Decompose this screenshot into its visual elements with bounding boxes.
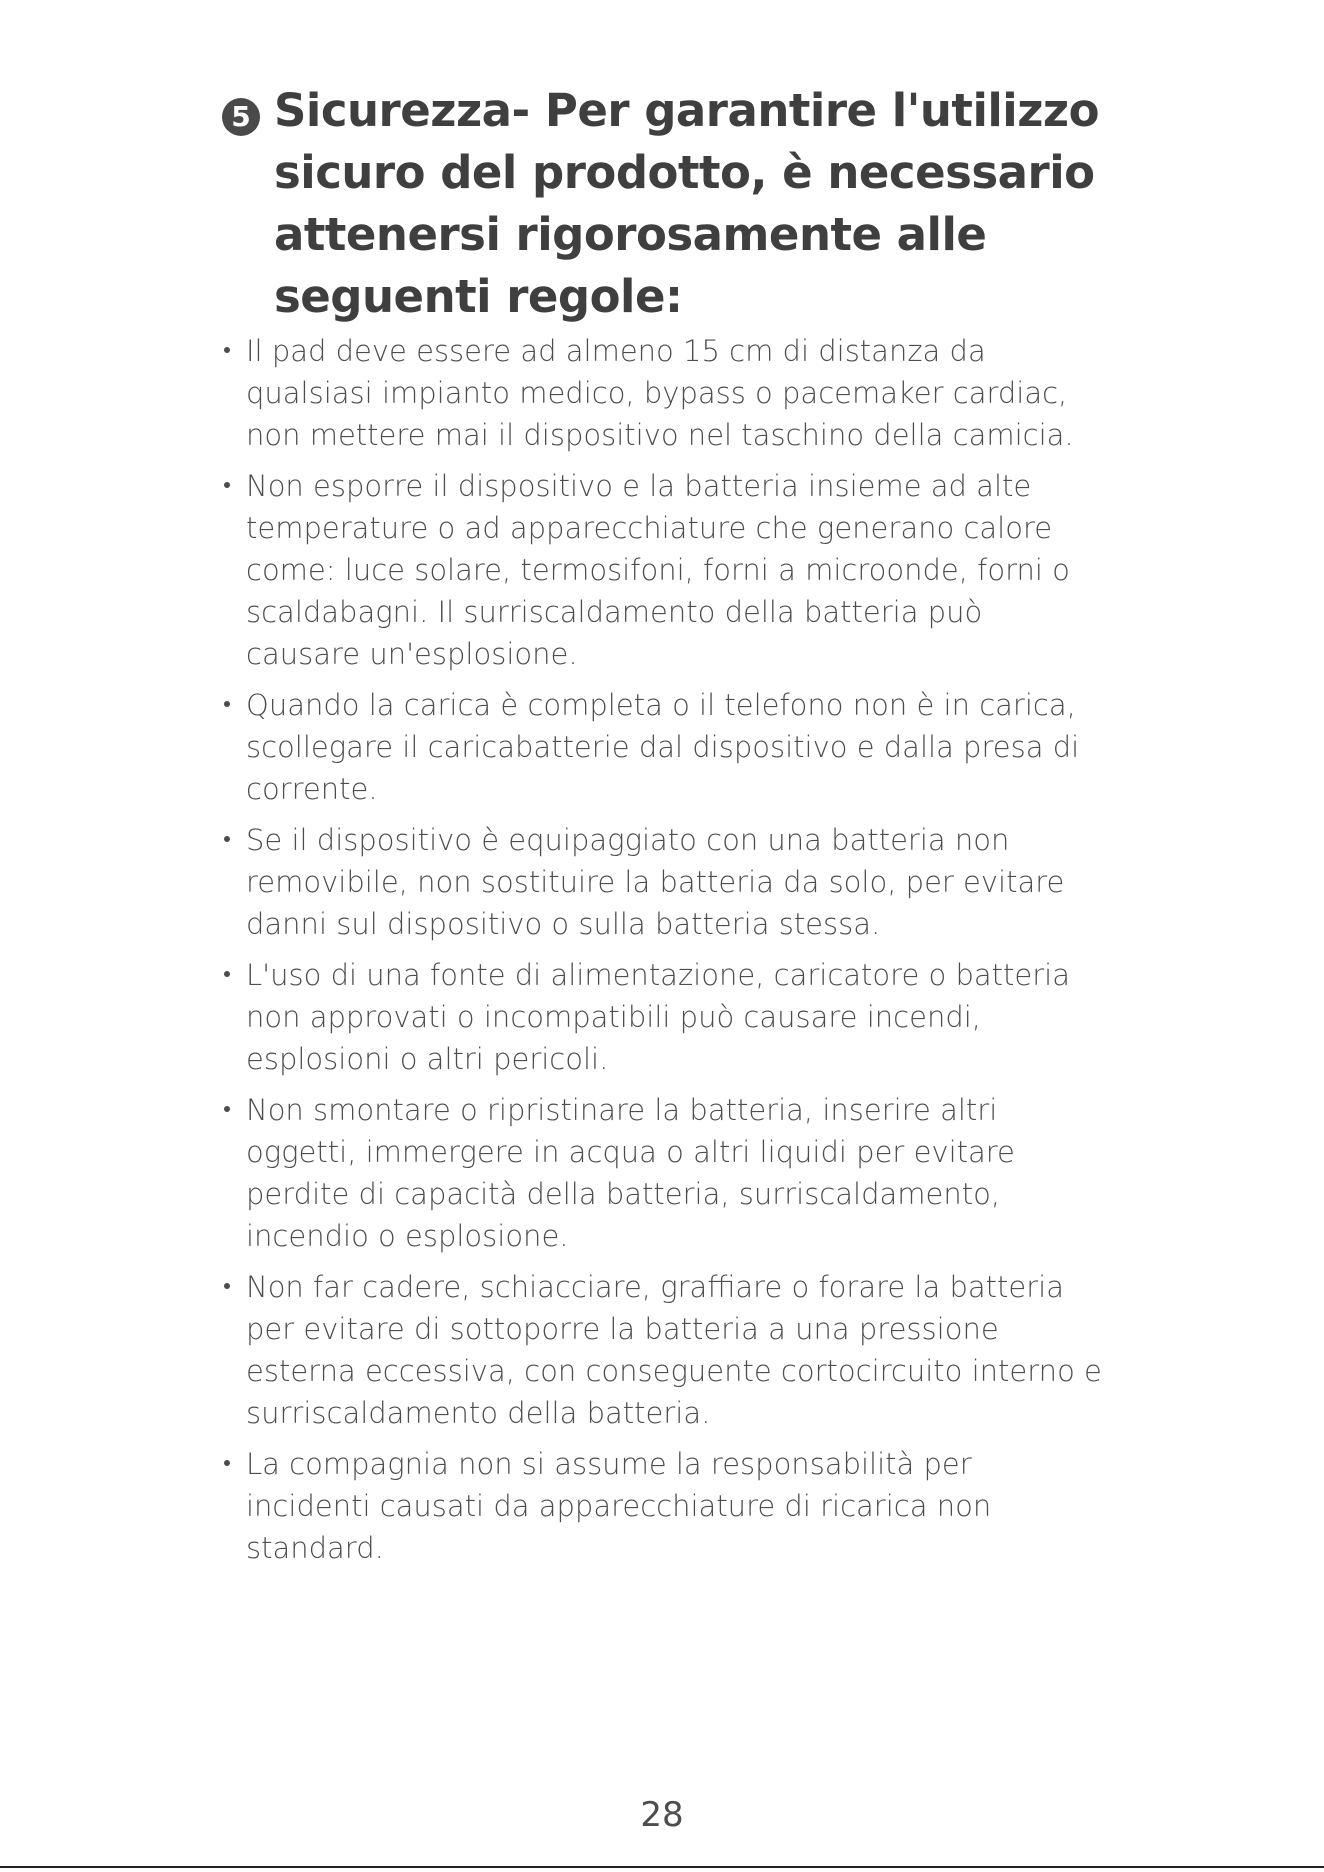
bullet-icon [224, 971, 230, 977]
list-item [222, 1089, 1102, 1257]
section-number-badge: 5 [222, 98, 260, 136]
list-item [222, 1443, 1102, 1569]
list-item-text: L'uso di una fonte di alimentazione, caricatore o batteria non approvati o incompatibili può causare incendi, esplosioni o altri pericoli. [246, 958, 1070, 1076]
list-item [222, 954, 1102, 1080]
list-item-text: Non smontare o ripristinare la batteria, inserire altri oggetti, immergere in acqua o altri liquidi per evitare perdite di capacità della batteria, surriscaldamento, incendio o esplosione. [246, 1093, 1015, 1253]
section-title: Sicurezza- Per garantire l'utilizzo sicuro del prodotto, è necessario attenersi rigorosamente alle seguenti regole: [274, 84, 1100, 323]
bullet-icon [224, 347, 230, 353]
list-item [222, 1266, 1102, 1434]
safety-rules-list [222, 330, 1102, 1578]
bullet-icon [224, 482, 230, 488]
bullet-icon [224, 1460, 230, 1466]
list-item-text: Il pad deve essere ad almeno 15 cm di distanza da qualsiasi impianto medico, bypass o pacemaker cardiac, non mettere mai il dispositivo nel taschino della camicia. [246, 334, 1074, 452]
bottom-divider [0, 1866, 1324, 1868]
list-item [222, 819, 1102, 945]
list-item [222, 330, 1102, 456]
list-item-text: Non esporre il dispositivo e la batteria insieme ad alte temperature o ad apparecchiature che generano calore come: luce solare, termosifoni, forni a microonde, forni o scaldabagni. Il surriscaldamento della batteria può causare un'esplosione. [246, 469, 1070, 671]
list-item-text: Non far cadere, schiacciare, graffiare o forare la batteria per evitare di sottoporre la batteria a una pressione esterna eccessiva, con conseguente cortocircuito interno e surriscaldamento della batteria. [246, 1270, 1102, 1430]
bullet-icon [224, 1106, 230, 1112]
list-item [222, 465, 1102, 675]
bullet-icon [224, 1283, 230, 1289]
section-heading [222, 80, 1122, 328]
bullet-icon [224, 836, 230, 842]
list-item-text: La compagnia non si assume la responsabilità per incidenti causati da apparecchiature di ricarica non standard. [246, 1447, 992, 1565]
bullet-icon [224, 701, 230, 707]
list-item [222, 684, 1102, 810]
list-item-text: Quando la carica è completa o il telefono non è in carica, scollegare il caricabatterie dal dispositivo e dalla presa di corrente. [246, 688, 1080, 806]
list-item-text: Se il dispositivo è equipaggiato con una batteria non removibile, non sostituire la batteria da solo, per evitare danni sul dispositivo o sulla batteria stessa. [246, 823, 1065, 941]
page-number: 28 [640, 1795, 684, 1835]
